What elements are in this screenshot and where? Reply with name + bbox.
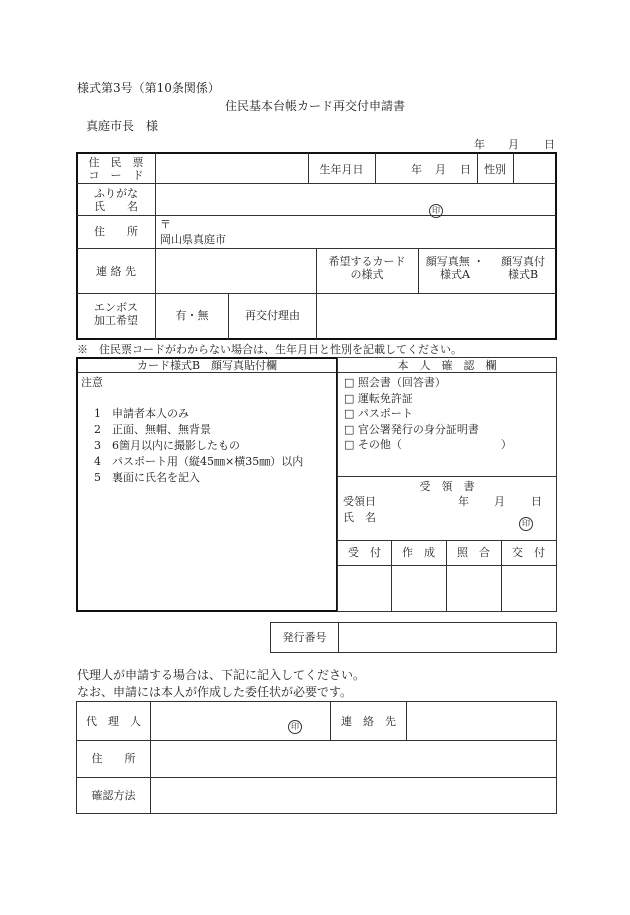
verification-method-field[interactable] [151, 778, 556, 813]
contact-label: 連 絡 先 [96, 265, 136, 278]
address-value[interactable]: 岡山県真庭市 [160, 233, 226, 246]
birthdate-label: 生年月日 [319, 163, 364, 176]
addressee: 真庭市長 様 [86, 119, 159, 133]
process-col-issuance: 交 付 [512, 546, 545, 559]
date-month-label: 月 [508, 138, 519, 151]
caution-item: 3 6箇月以内に撮影したもの [94, 439, 240, 452]
process-col-verification: 照 合 [457, 546, 490, 559]
proxy-label: 代 理 人 [86, 715, 141, 728]
form-number: 様式第3号（第10条関係） [77, 81, 220, 95]
identity-section-title: 本 人 確 認 欄 [397, 359, 497, 372]
verification-method-label: 確認方法 [91, 789, 136, 802]
process-col-reception: 受 付 [348, 546, 381, 559]
form-title: 住民基本台帳カード再交付申請書 [224, 99, 405, 113]
received-year-label: 年 [458, 495, 469, 508]
id-checkbox-item[interactable]: □ 官公署発行の身分証明書 [344, 423, 479, 436]
birth-month-label: 月 [435, 163, 446, 176]
caution-item: 5 裏面に氏名を記入 [94, 471, 200, 484]
issue-number-field[interactable] [339, 623, 556, 652]
gender-label: 性別 [484, 163, 506, 176]
id-checkbox-item[interactable]: □ パスポート [344, 407, 413, 420]
birth-year-label: 年 [411, 163, 422, 176]
resident-code-field[interactable] [155, 153, 308, 183]
reissue-reason-label: 再交付理由 [245, 309, 300, 322]
proxy-address-label: 住 所 [91, 752, 136, 765]
proxy-address-field[interactable] [151, 741, 556, 777]
received-day-label: 日 [531, 495, 542, 508]
resident-code-label: 住 民 票 コ ー ド [88, 156, 144, 182]
proxy-seal [288, 714, 302, 734]
postal-mark: 〒 [160, 218, 171, 231]
emboss-value[interactable]: 有・無 [175, 309, 209, 322]
photo-section-title: カード様式B 顔写真貼付欄 [136, 359, 278, 372]
seal-mark: 印 [519, 517, 533, 531]
proxy-contact-label: 連 絡 先 [341, 715, 396, 728]
emboss-label: エンボス 加工希望 [94, 301, 138, 327]
contact-field[interactable] [156, 249, 316, 293]
receipt-seal [519, 511, 533, 531]
photo-section [76, 357, 338, 612]
date-day-label: 日 [544, 138, 555, 151]
issue-number-label: 発行番号 [282, 631, 327, 644]
id-checkbox-item[interactable]: □ 照会書（回答書） [344, 376, 446, 389]
birth-day-label: 日 [460, 163, 471, 176]
caution-item: 4 パスポート用（縦45㎜×横35㎜）以内 [94, 455, 304, 468]
received-date-label: 受領日 [343, 495, 376, 508]
proxy-contact-field[interactable] [407, 702, 556, 740]
card-style-b[interactable]: 顔写真付 様式B [501, 255, 545, 281]
card-style-a[interactable]: 顔写真無 ・ 様式A [425, 255, 485, 281]
card-style-label: 希望するカード の様式 [328, 255, 406, 281]
seal-mark: 印 [429, 204, 443, 218]
name-field[interactable] [156, 184, 556, 215]
note-line: ※ 住民票コードがわからない場合は、生年月日と性別を記載してください。 [77, 343, 462, 356]
receipt-title: 受 領 書 [419, 480, 475, 493]
applicant-seal [429, 198, 443, 218]
caution-item: 1 申請者本人のみ [94, 407, 189, 420]
caution-item: 2 正面、無帽、無背景 [94, 423, 211, 436]
gender-field[interactable] [514, 153, 556, 183]
reissue-reason-field[interactable] [317, 294, 556, 339]
process-col-creation: 作 成 [402, 546, 435, 559]
seal-mark: 印 [288, 720, 302, 734]
name-label: ふりがな 氏 名 [94, 187, 138, 213]
id-checkbox-item[interactable]: □ 運転免許証 [344, 392, 413, 405]
address-label: 住 所 [94, 225, 138, 238]
id-checkbox-item[interactable]: □ その他（ ） [344, 438, 512, 451]
proxy-name-field[interactable] [151, 702, 330, 740]
received-month-label: 月 [494, 495, 505, 508]
receipt-name-label: 氏 名 [343, 511, 376, 524]
caution-label: 注意 [81, 376, 103, 389]
proxy-note-2: なお、申請には本人が作成した委任状が必要です。 [77, 685, 353, 699]
proxy-note-1: 代理人が申請する場合は、下記に記入してください。 [77, 668, 366, 682]
date-year-label: 年 [474, 138, 485, 151]
